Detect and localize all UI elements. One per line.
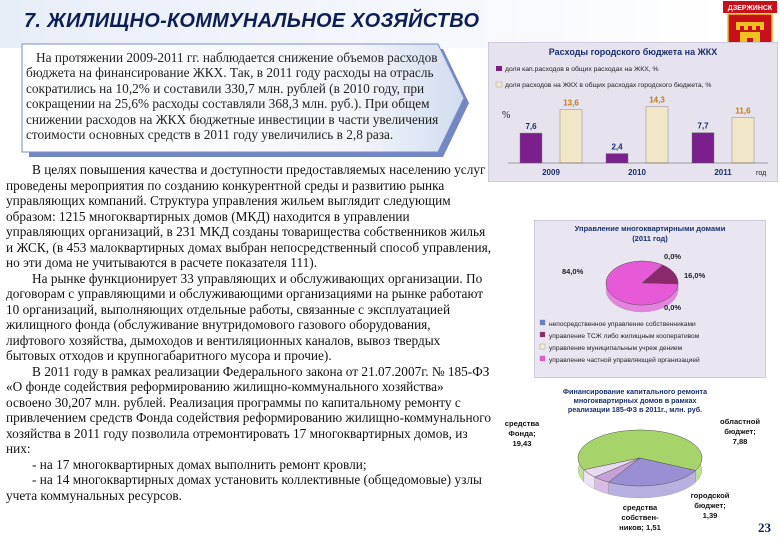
- pie2-label-3-line-2: бюджет;: [694, 501, 726, 510]
- pie1-legend-swatch-2: [540, 332, 545, 337]
- intro-paragraph: На протяжении 2009-2011 гг. наблюдается снижение объемов расходов бюджета на финансирование ЖКХ. Так, в 2011 году расходы на отрасль сократились на 10,2% и составили 330,7 млн. рублей (в 2010 году, при сокращении на 25,6% расходы составляли 368,3 млн. руб.). При общем снижении расходов на ЖКХ бюджетные инвестиции в части увеличения стоимости основных средств в 2011 году увеличились в 2,8 раза.: [26, 50, 439, 143]
- financing-pie-chart: [500, 382, 770, 538]
- pie1-title-line-2: (2011 год): [632, 234, 668, 243]
- pie1-legend-swatch-4: [540, 356, 545, 361]
- pie1-legend-1: непосредственное управление собственниками: [549, 321, 696, 328]
- legend-swatch-series-1: [496, 66, 502, 71]
- body-paragraph-1: В целях повышения качества и доступности предоставляемых населению услуг проведены мероприятия по созданию конкурентной среды и развитию рынка управляющих компаний. Структура управления жильем выглядит следующим образом: 1215 многоквартирных домов (МКД) находится в управлении управляющих организаций, в 231 МКД созданы товарищества собственников жилья и ЖСК, (в 453 малоквартирных домах выбран непосредственный способ управления, но эти дома не учитываются в расчете показателя 111).: [6, 162, 492, 270]
- body-paragraph-4: - на 17 многоквартирных домах выполнить ремонт кровли;: [32, 456, 367, 472]
- pie2-label-3-line-1: городской: [690, 491, 730, 500]
- pie2-label-2-line-2: бюджет;: [724, 427, 756, 436]
- body-paragraph-5: - на 14 многоквартирных домах установить коллективные (общедомовые) узлы учета коммунальных ресурсов.: [6, 472, 482, 503]
- page-title: 7. ЖИЛИЩНО-КОММУНАЛЬНОЕ ХОЗЯЙСТВО: [24, 10, 480, 32]
- x-tick-2009: 2009: [542, 168, 560, 177]
- pie2-title-line-1: Финансирование капитального ремонта: [562, 387, 708, 396]
- legend-series-2: доля расходов на ЖКХ в общих расходах городского бюджета, %: [505, 82, 712, 89]
- bar-2011-series-1: [692, 133, 714, 163]
- pie2-label-4-line-2: собствен-: [621, 513, 659, 522]
- legend-series-1: доля кап.расходов в общих расходах на ЖКХ, %: [505, 66, 659, 73]
- pie1-legend-4: управление частной управляющей организацией: [549, 357, 700, 364]
- pie2-label-2-line-3: 7,88: [732, 437, 748, 446]
- bar-chart-title: Расходы городского бюджета на ЖКХ: [548, 47, 718, 57]
- pie2-label-4-line-3: ников; 1,51: [619, 523, 661, 532]
- x-tick-2011: 2011: [714, 168, 732, 177]
- pie1-legend-swatch-1: [540, 320, 545, 325]
- pie2-label-3-line-3: 1,39: [702, 511, 718, 520]
- x-axis-label: год: [756, 170, 767, 177]
- bar-2009-series-2: [560, 109, 582, 163]
- page-number: 23: [758, 520, 771, 535]
- pie2-label-4-line-1: средства: [622, 503, 658, 512]
- body-paragraph-3: В 2011 году в рамках реализации Федерального закона от 21.07.2007г. № 185-ФЗ «О фонде содействия реформированию жилищно-коммунального хозяйства» освоено 30,207 млн. рублей. Реализация программы по капитальному ремонту с привлечением средств Фонда содействия реформированию жилищно-коммунального хозяйства в 2011 году позволила отремонтировать 17 многоквартирных домов, из них:: [6, 363, 492, 456]
- bar-2010-series-2: [646, 107, 668, 163]
- pie2-label-1-line-1: средства: [504, 419, 540, 428]
- body-text: [6, 162, 492, 503]
- pie1-title-line-1: Управление многоквартирными домами: [574, 224, 726, 233]
- pie1-legend-swatch-3: [540, 344, 545, 349]
- bar-label-2009-series-2: 13,6: [563, 98, 579, 108]
- pie1-legend-2: управление ТСЖ либо жилищным кооперативом: [549, 333, 700, 340]
- pie2-label-2-line-1: областной: [719, 417, 761, 426]
- pie2-label-1-line-2: Фонда;: [508, 429, 536, 438]
- bar-label-2009-series-1: 7,6: [525, 122, 537, 132]
- management-pie-chart: [534, 220, 766, 378]
- intro-text: [26, 50, 456, 142]
- pie2-title-line-3: реализации 185-ФЗ в 2011г., млн. руб.: [567, 405, 703, 414]
- bar-label-2010-series-2: 14,3: [649, 95, 665, 105]
- bar-label-2011-series-1: 7,7: [697, 121, 709, 131]
- body-paragraph-2: На рынке функционирует 33 управляющих и обслуживающих организации. По договорам с управляющими и обслуживающими организациями на рынке работают 10 организаций, выполняющих отдельные работы, связанные с эксплуатацией жилищного фонда (обслуживание внутридомового газового оборудования, лифтового хозяйства, дымоходов и вентиляционных каналов, вывоз твердых бытовых отходов и крупногабаритного мусора и прочие).: [6, 270, 484, 363]
- budget-bar-chart: [488, 42, 778, 182]
- pie1-label-4: 84,0%: [562, 267, 584, 276]
- pie1-label-2: 16,0%: [684, 271, 706, 280]
- pie1-label-1: 0,0%: [664, 252, 682, 261]
- legend-swatch-series-2: [496, 82, 502, 87]
- bar-2009-series-1: [520, 133, 542, 163]
- y-axis-label: %: [502, 110, 511, 121]
- pie1-legend-3: управление муниципальным учреж дением: [549, 345, 683, 352]
- pie2-label-1-line-3: 19,43: [512, 439, 532, 448]
- x-tick-2010: 2010: [628, 168, 646, 177]
- pie2-title-line-2: многоквартирных домов в рамках: [573, 396, 697, 405]
- emblem-label: ДЗЕРЖИНСК: [727, 5, 773, 12]
- pie1-label-3: 0,0%: [664, 303, 682, 312]
- bar-label-2010-series-1: 2,4: [611, 142, 623, 152]
- bar-2010-series-1: [606, 154, 628, 163]
- bar-label-2011-series-2: 11,6: [735, 106, 751, 116]
- bar-2011-series-2: [732, 117, 754, 163]
